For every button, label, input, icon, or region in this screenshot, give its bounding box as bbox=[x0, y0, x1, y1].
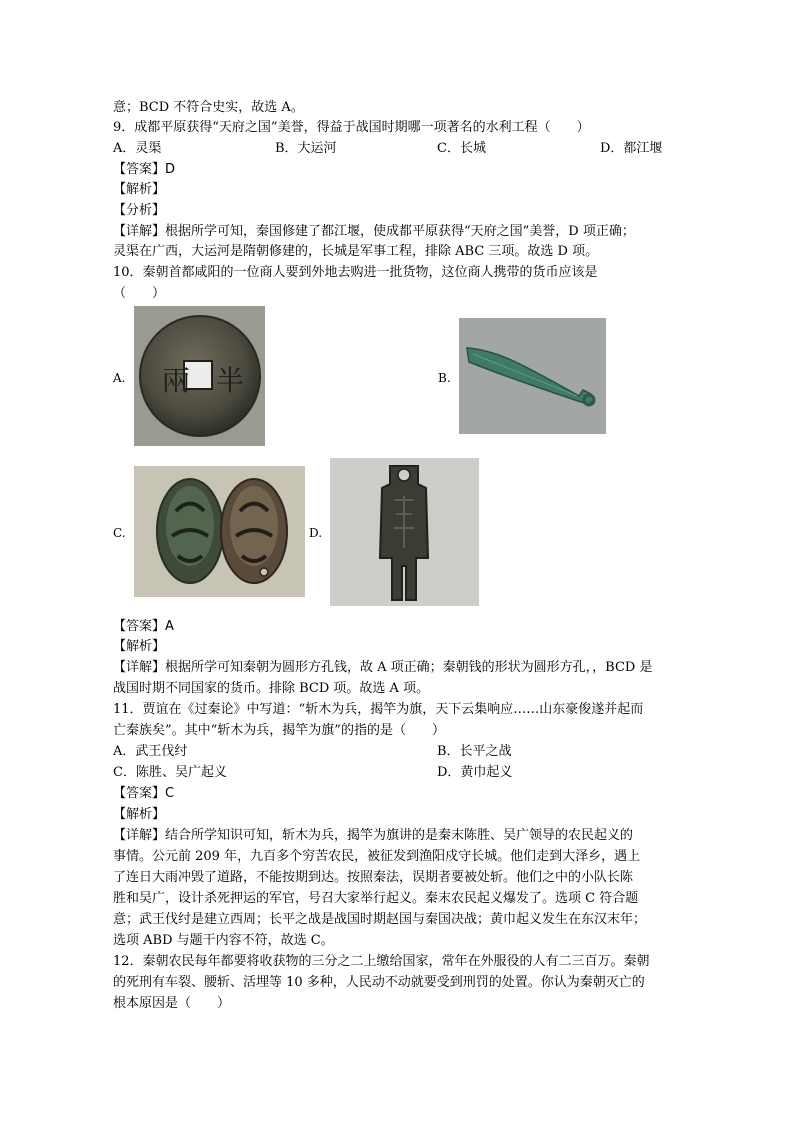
coin-a-image bbox=[134, 306, 265, 446]
q11-answer: 【答案】C bbox=[113, 786, 175, 801]
coin-a-right-glyph: 半 bbox=[216, 364, 245, 397]
q9-option-b: B．大运河 bbox=[275, 141, 337, 156]
knife-coin-b-image bbox=[459, 318, 606, 434]
q10-stem-line-1: 10．秦朝首都咸阳的一位商人要到外地去购进一批货物，这位商人携带的货币应该是 bbox=[113, 265, 598, 280]
q10-detail-line-1: 【详解】根据所学可知秦朝为圆形方孔钱，故 A 项正确；秦朝钱的形状为圆形方孔，，BCD 是 bbox=[113, 660, 653, 675]
q12-stem-line-1: 12．秦朝农民每年都要将收获物的三分之二上缴给国家，常年在外服役的人有二三百万。秦朝 bbox=[113, 954, 650, 969]
q12-stem-line-2: 的死刑有车裂、腰斩、活埋等 10 多种，人民动不动就要受到刑罚的处置。你认为秦朝灭亡的 bbox=[113, 975, 645, 990]
coin-a-left-glyph: 兩 bbox=[162, 364, 191, 397]
q10-label-d: D. bbox=[309, 526, 323, 540]
q11-option-c: C．陈胜、吴广起义 bbox=[113, 765, 227, 780]
q9-detail-line-2: 灵渠在广西，大运河是隋朝修建的，长城是军事工程，排除 ABC 三项。故选 D 项。 bbox=[113, 244, 599, 259]
q10-analysis-heading: 【解析】 bbox=[113, 639, 166, 654]
q12-stem-line-3: 根本原因是（ ） bbox=[113, 996, 231, 1011]
q11-stem-line-1: 11．贾谊在《过秦论》中写道：“斩木为兵，揭竿为旗，天下云集响应……山东豪俊遂并起而 bbox=[113, 702, 644, 717]
q10-answer: 【答案】A bbox=[113, 619, 174, 634]
q11-option-b: B．长平之战 bbox=[437, 744, 512, 759]
q9-option-d: D．都江堰 bbox=[600, 141, 663, 156]
q11-detail-line-4: 胜和吴广，设计杀死押运的军官，号召大家举行起义。秦末农民起义爆发了。选项 C 符合题 bbox=[113, 891, 639, 906]
q11-option-d: D．黄巾起义 bbox=[437, 765, 513, 780]
q9-analysis-heading: 【解析】 bbox=[113, 182, 166, 197]
q10-label-b: B. bbox=[438, 371, 451, 385]
q11-detail-line-2: 事情。公元前 209 年，九百多个穷苦农民，被征发到渔阳戍守长城。他们走到大泽乡，遇上 bbox=[113, 849, 641, 864]
q11-option-a: A．武王伐纣 bbox=[113, 744, 188, 759]
q9-detail-line-1: 【详解】根据所学可知，秦国修建了都江堰，使成都平原获得“天府之国”美誉，D 项正确； bbox=[113, 224, 635, 239]
q11-analysis-heading: 【解析】 bbox=[113, 807, 166, 822]
q9-option-c: C．长城 bbox=[437, 141, 486, 156]
q10-stem-line-2: （ ） bbox=[113, 286, 166, 301]
q11-stem-line-2: 亡秦族矣”。其中“斩木为兵，揭竿为旗”的指的是（ ） bbox=[113, 723, 445, 738]
q10-label-a: A. bbox=[113, 371, 126, 385]
q9-stem: 9．成都平原获得“天府之国”美誉，得益于战国时期哪一项著名的水利工程（ ） bbox=[113, 120, 590, 135]
q9-answer: 【答案】D bbox=[113, 162, 176, 177]
q10-detail-line-2: 战国时期不同国家的货币。排除 BCD 项。故选 A 项。 bbox=[113, 681, 430, 696]
q9-fenxi-heading: 【分析】 bbox=[113, 203, 166, 218]
ant-nose-coins-c-image bbox=[134, 466, 305, 597]
q10-label-c: C. bbox=[113, 526, 126, 540]
q11-detail-line-5: 意；武王伐纣是建立西周；长平之战是战国时期赵国与秦国决战；黄巾起义发生在东汉末年； bbox=[113, 912, 647, 927]
spade-coin-d-image bbox=[330, 458, 479, 606]
q11-detail-line-1: 【详解】结合所学知识可知，斩木为兵，揭竿为旗讲的是秦末陈胜、吴广领导的农民起义的 bbox=[113, 828, 634, 843]
q8-explanation-tail: 意；BCD 不符合史实，故选 A。 bbox=[113, 100, 304, 115]
q11-detail-line-3: 了连日大雨冲毁了道路，不能按期到达。按照秦法，误期者要被处斩。他们之中的小队长陈 bbox=[113, 870, 634, 885]
q9-option-a: A．灵渠 bbox=[113, 141, 162, 156]
q11-detail-line-6: 选项 ABD 与题干内容不符，故选 C。 bbox=[113, 933, 334, 948]
